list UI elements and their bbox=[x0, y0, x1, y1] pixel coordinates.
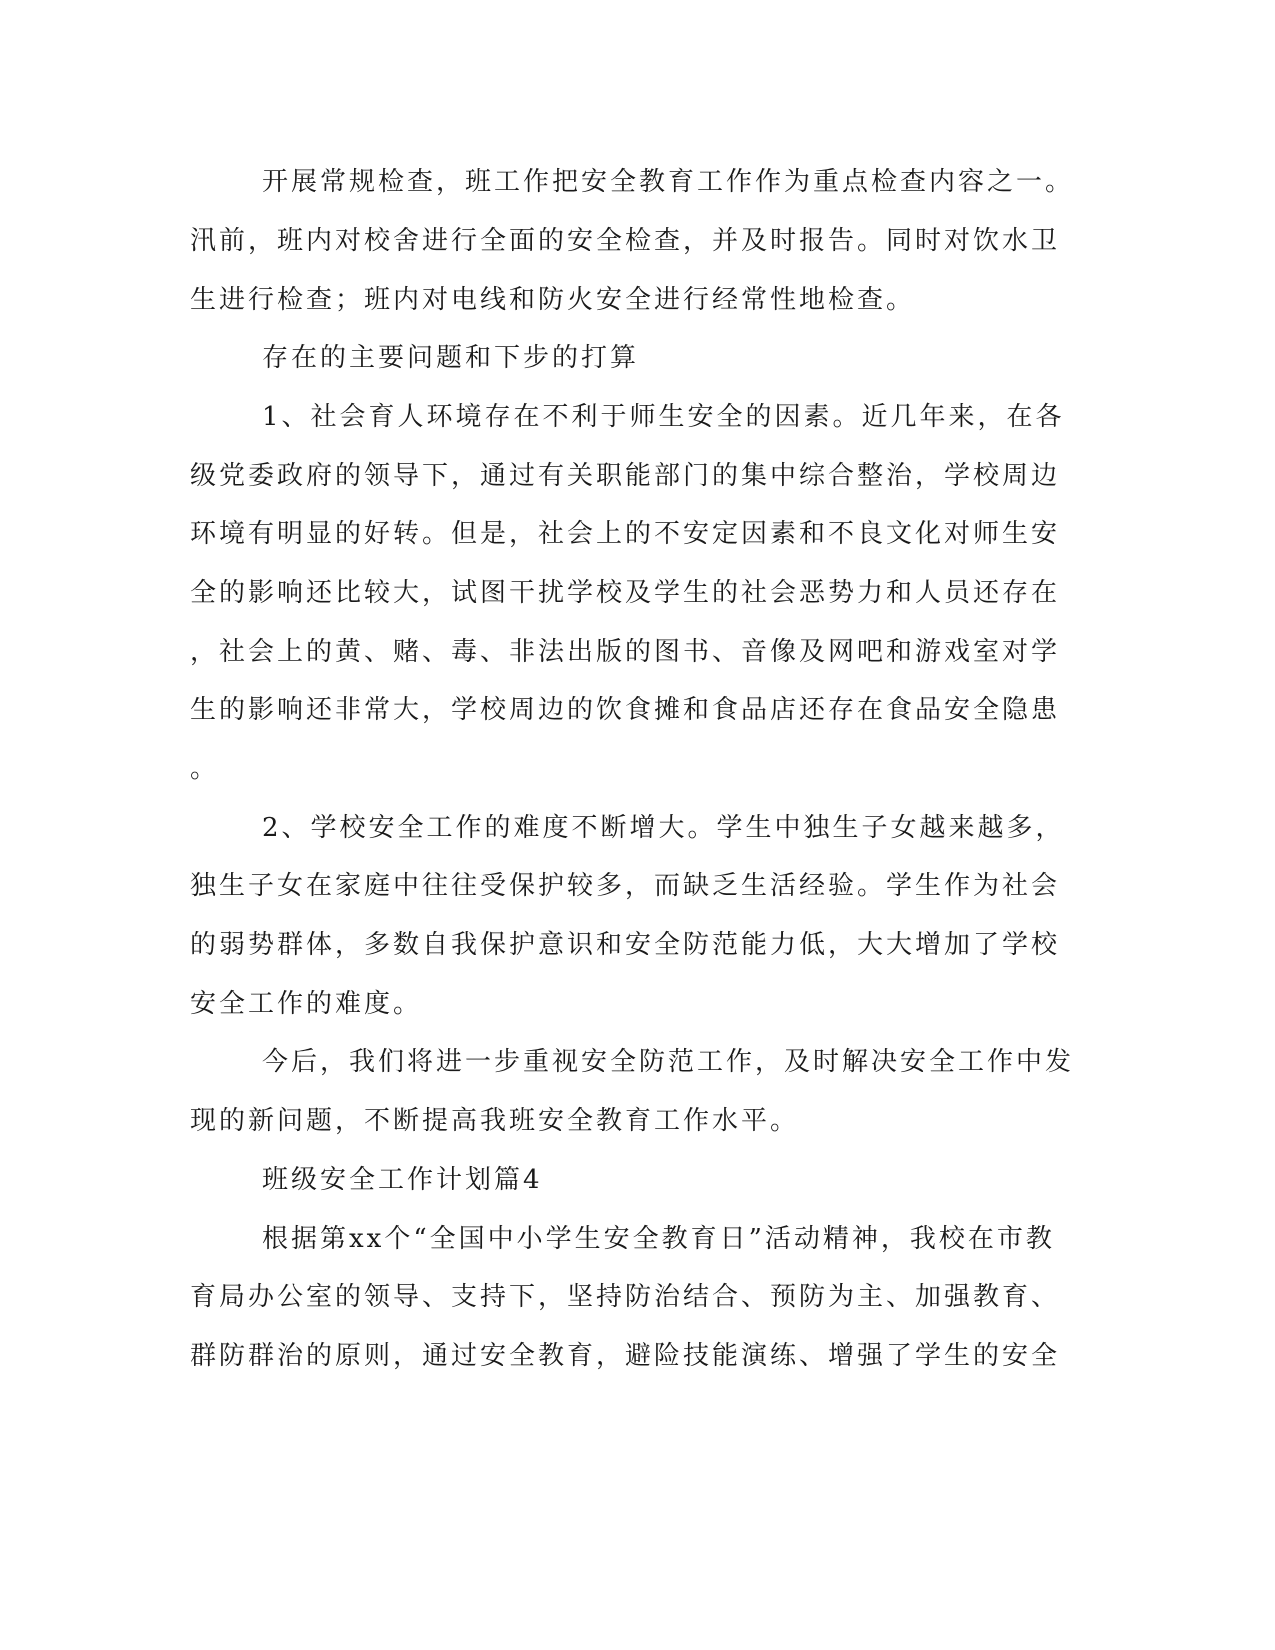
paragraph-line: 育局办公室的领导、支持下，坚持防治结合、预防为主、加强教育、 bbox=[190, 1282, 1061, 1312]
section-heading: 存在的主要问题和下步的打算 bbox=[262, 343, 640, 373]
section-heading: 班级安全工作计划篇4 bbox=[262, 1165, 543, 1195]
paragraph-line: 今后，我们将进一步重视安全防范工作，及时解决安全工作中发 bbox=[262, 1047, 1075, 1077]
paragraph-line: 根据第xx个“全国中小学生安全教育日”活动精神，我校在市教 bbox=[262, 1224, 1055, 1254]
paragraph-line: 现的新问题，不断提高我班安全教育工作水平。 bbox=[190, 1106, 800, 1136]
paragraph-line: 2、学校安全工作的难度不断增大。学生中独生子女越来越多， bbox=[262, 813, 1065, 843]
paragraph-line: 开展常规检查，班工作把安全教育工作作为重点检查内容之一。 bbox=[262, 167, 1075, 197]
paragraph-line: 独生子女在家庭中往往受保护较多，而缺乏生活经验。学生作为社会 bbox=[190, 871, 1061, 901]
paragraph-line: 安全工作的难度。 bbox=[190, 989, 423, 1019]
paragraph-line: ，社会上的黄、赌、毒、非法出版的图书、音像及网吧和游戏室对学 bbox=[190, 637, 1061, 667]
paragraph-line: 环境有明显的好转。但是，社会上的不安定因素和不良文化对师生安 bbox=[190, 519, 1061, 549]
paragraph-line: 。 bbox=[190, 754, 220, 784]
paragraph-line: 1、社会育人环境存在不利于师生安全的因素。近几年来，在各 bbox=[262, 402, 1065, 432]
paragraph-line: 生的影响还非常大，学校周边的饮食摊和食品店还存在食品安全隐患 bbox=[190, 695, 1061, 725]
paragraph-line: 全的影响还比较大，试图干扰学校及学生的社会恶势力和人员还存在 bbox=[190, 578, 1061, 608]
paragraph-line: 生进行检查；班内对电线和防火安全进行经常性地检查。 bbox=[190, 285, 916, 315]
paragraph-line: 汛前，班内对校舍进行全面的安全检查，并及时报告。同时对饮水卫 bbox=[190, 226, 1061, 256]
paragraph-line: 的弱势群体，多数自我保护意识和安全防范能力低，大大增加了学校 bbox=[190, 930, 1061, 960]
paragraph-line: 级党委政府的领导下，通过有关职能部门的集中综合整治，学校周边 bbox=[190, 461, 1061, 491]
paragraph-line: 群防群治的原则，通过安全教育，避险技能演练、增强了学生的安全 bbox=[190, 1341, 1061, 1371]
